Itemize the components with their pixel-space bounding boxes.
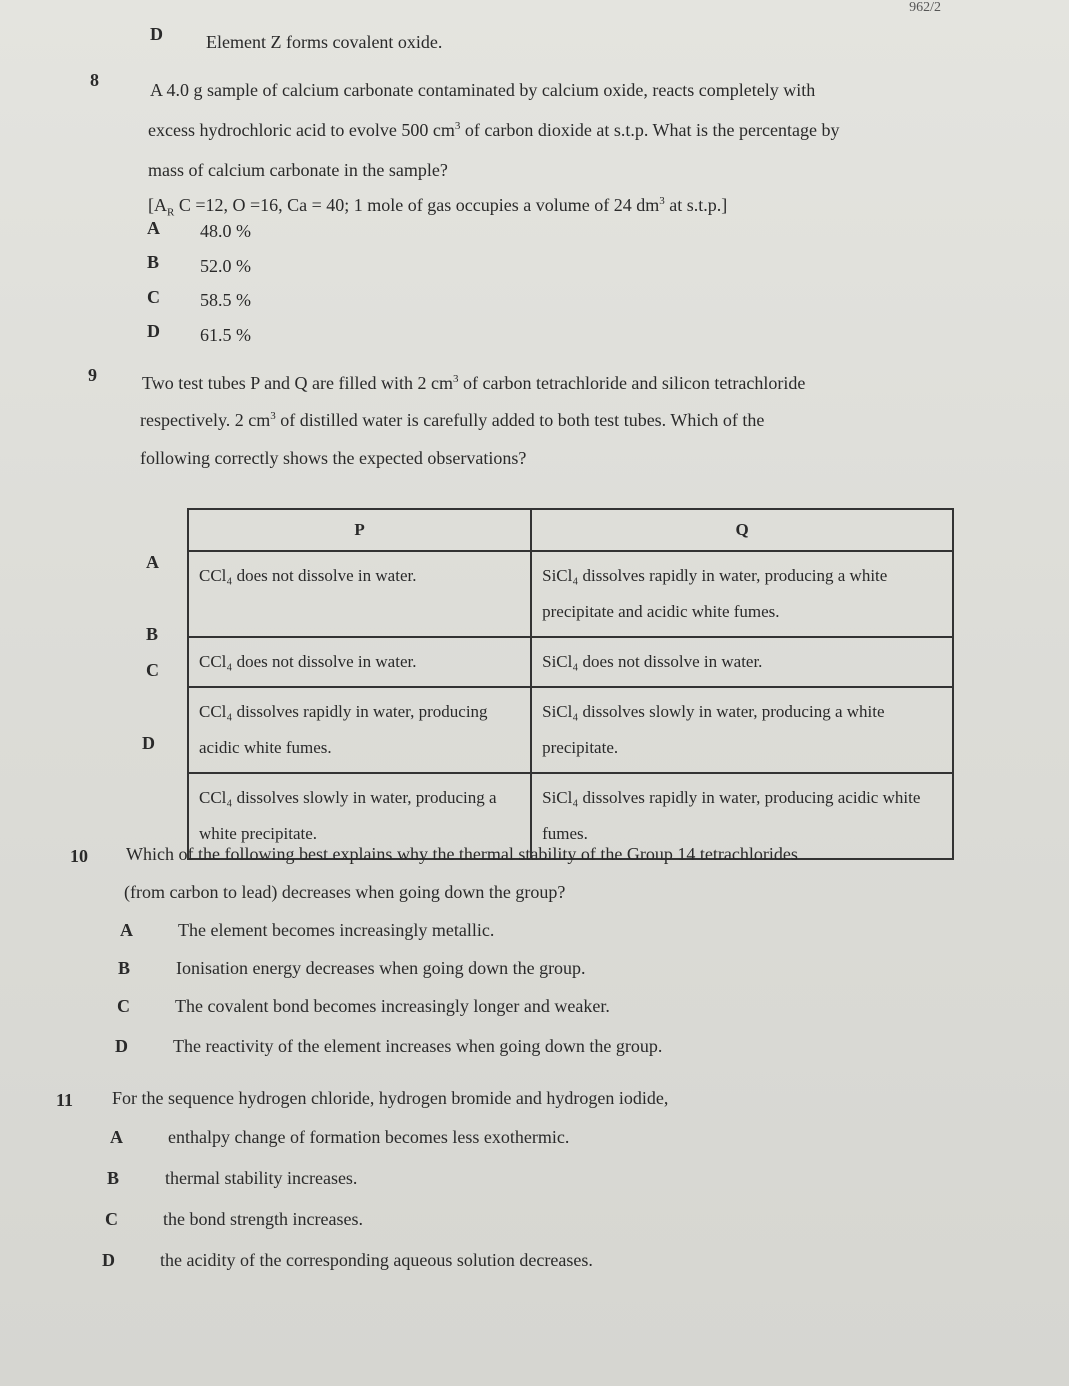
- q9-row-c-letter: C: [146, 660, 159, 680]
- q11-option-a-letter: A: [110, 1127, 123, 1147]
- q8-option-b-letter: B: [147, 252, 160, 272]
- q9-row-b-letter: B: [146, 624, 159, 644]
- table-cell-p: CCl₄ does not dissolve in water.: [188, 551, 531, 637]
- table-row: [188, 687, 953, 773]
- table-row: [188, 637, 953, 687]
- q9-number: 9: [88, 365, 97, 385]
- q9-line2: respectively. 2 $cm^3$ of distilled water is carefully added to both test tubes. Which of the: [140, 410, 765, 430]
- q8-data-line: [$A_R$ C =12, O =16, Ca = 40; 1 mole of gas occupies a volume of 24 $dm^3$ at s.t.p.]: [148, 195, 728, 219]
- q9-row-a-letter: A: [146, 552, 159, 572]
- q10-option-a-letter: A: [120, 920, 133, 940]
- q8-line3: mass of calcium carbonate in the sample?: [148, 160, 448, 180]
- q10-option-b-text: Ionisation energy decreases when going down the group.: [176, 958, 586, 978]
- table-cell-p: CCl₄ dissolves rapidly in water, producing acidic white fumes.: [188, 687, 531, 773]
- q8-option-c-text: 58.5 %: [200, 290, 251, 310]
- q11-option-c-text: the bond strength increases.: [163, 1209, 363, 1229]
- q10-number: 10: [70, 846, 88, 866]
- q10-option-a-text: The element becomes increasingly metallic.: [178, 920, 495, 940]
- table-header-p: P: [188, 509, 531, 551]
- q9-line1: Two test tubes P and Q are filled with 2 $cm^3$ of carbon tetrachloride and silicon tetrachloride: [142, 373, 806, 393]
- q10-option-c-text: The covalent bond becomes increasingly longer and weaker.: [175, 996, 610, 1016]
- q8-option-d-text: 61.5 %: [200, 325, 251, 345]
- table-cell-p: CCl₄ does not dissolve in water.: [188, 637, 531, 687]
- table-header-q: Q: [531, 509, 953, 551]
- table-cell-q: SiCl₄ does not dissolve in water.: [531, 637, 953, 687]
- q8-option-a-letter: A: [147, 218, 160, 238]
- q11-option-b-text: thermal stability increases.: [165, 1168, 358, 1188]
- q10-option-c-letter: C: [117, 996, 130, 1016]
- q7-option-d-text: Element Z forms covalent oxide.: [206, 32, 443, 52]
- q11-option-c-letter: C: [105, 1209, 118, 1229]
- q10-option-d-text: The reactivity of the element increases when going down the group.: [173, 1036, 663, 1056]
- page-code: 962/2: [909, 0, 941, 15]
- q10-option-b-letter: B: [118, 958, 131, 978]
- q8-option-d-letter: D: [147, 321, 160, 341]
- q8-option-a-text: 48.0 %: [200, 221, 251, 241]
- q10-option-d-letter: D: [115, 1036, 128, 1056]
- q8-number: 8: [90, 70, 99, 90]
- q11-number: 11: [56, 1090, 74, 1110]
- table-cell-p: CCl₄ dissolves slowly in water, producing a white precipitate.: [188, 773, 531, 859]
- table-cell-q: SiCl₄ dissolves rapidly in water, producing a white precipitate and acidic white fumes.: [531, 551, 953, 637]
- q11-option-a-text: enthalpy change of formation becomes less exothermic.: [168, 1127, 570, 1147]
- table-header-row: [188, 509, 953, 551]
- q11-option-b-letter: B: [107, 1168, 120, 1188]
- table-cell-q: SiCl₄ dissolves slowly in water, producing a white precipitate.: [531, 687, 953, 773]
- q11-option-d-letter: D: [102, 1250, 115, 1270]
- table-cell-q: SiCl₄ dissolves rapidly in water, producing acidic white fumes.: [531, 773, 953, 859]
- q8-line1: A 4.0 g sample of calcium carbonate contaminated by calcium oxide, reacts completely with: [150, 80, 816, 100]
- q9-row-d-letter: D: [142, 733, 155, 753]
- q7-option-d-letter: D: [150, 24, 163, 44]
- q10-line2: (from carbon to lead) decreases when going down the group?: [124, 882, 566, 902]
- observations-table: [187, 508, 954, 860]
- q9-line3: following correctly shows the expected observations?: [140, 448, 527, 468]
- q8-option-c-letter: C: [147, 287, 160, 307]
- table-row: [188, 551, 953, 637]
- q10-line1: Which of the following best explains why the thermal stability of the Group 14 tetrachlorides: [126, 844, 798, 864]
- q11-line1: For the sequence hydrogen chloride, hydrogen bromide and hydrogen iodide,: [112, 1088, 669, 1108]
- q8-option-b-text: 52.0 %: [200, 256, 251, 276]
- q11-option-d-text: the acidity of the corresponding aqueous solution decreases.: [160, 1250, 593, 1270]
- q8-line2: excess hydrochloric acid to evolve 500 $cm^3$ of carbon dioxide at s.t.p. What is the percentage by: [148, 120, 840, 140]
